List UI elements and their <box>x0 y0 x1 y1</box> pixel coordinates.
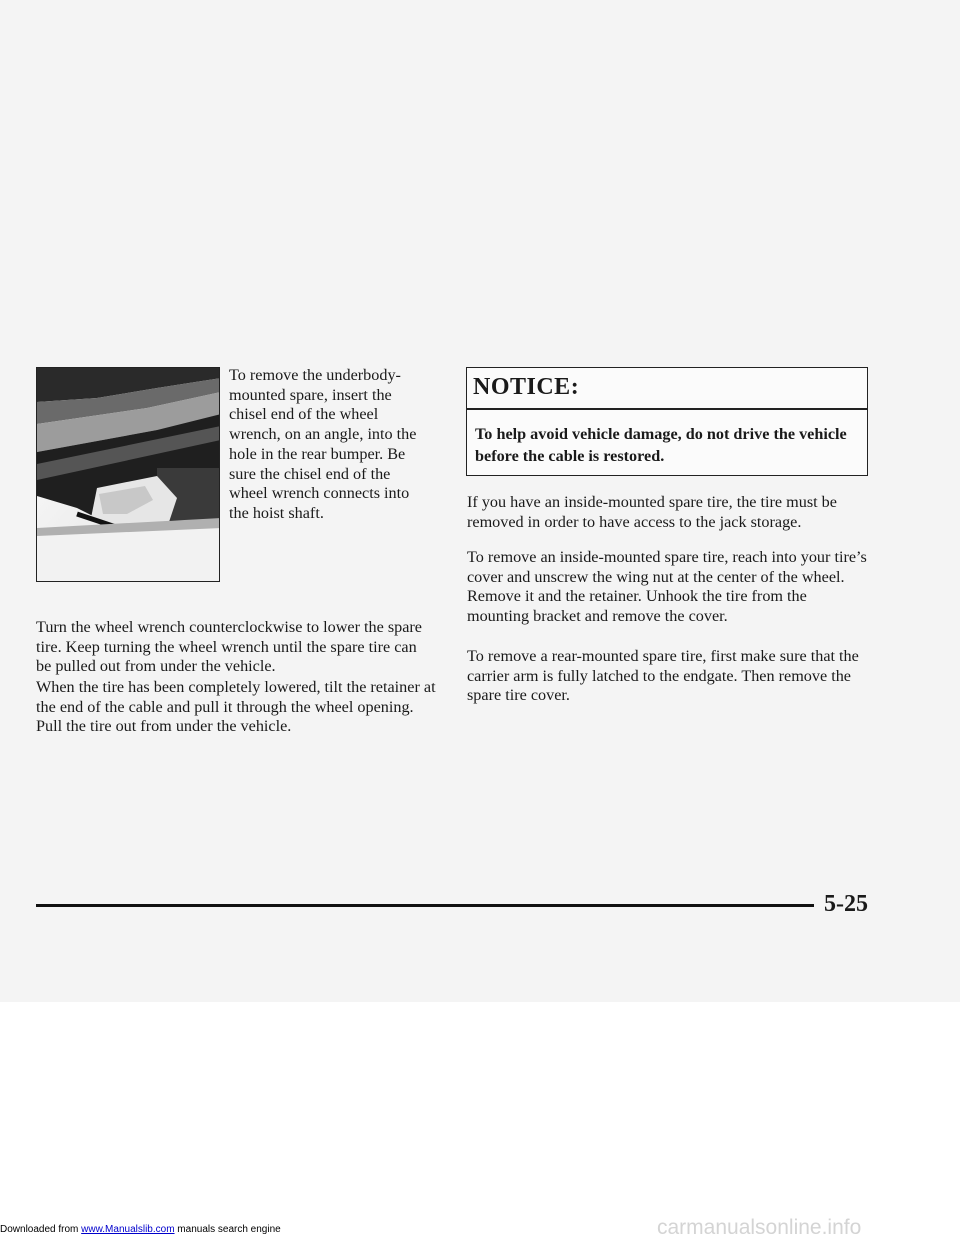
photo-illustration <box>37 368 220 582</box>
notice-title: NOTICE: <box>473 374 580 400</box>
notice-divider <box>467 408 867 410</box>
footer-prefix: Downloaded from <box>0 1224 82 1235</box>
manualslib-link[interactable]: www.Manualslib.com <box>81 1224 175 1235</box>
remove-inside-spare-paragraph: To remove an inside-mounted spare tire, reach into your tire’s cover and unscrew the wing nut at the center of the wheel. Remove it and the retainer. Unhook the tire from the mounting bracket and remove the cover. <box>467 548 867 626</box>
notice-box <box>466 367 868 476</box>
site-watermark: carmanualsonline.info <box>657 1216 862 1239</box>
pull-tire-paragraph: When the tire has been completely lowered, tilt the retainer at the end of the cable and pull it through the wheel opening. Pull the tire out from under the vehicle. <box>36 678 436 736</box>
download-footer <box>0 1224 281 1236</box>
rear-mounted-paragraph: To remove a rear-mounted spare tire, first make sure that the carrier arm is fully latched to the endgate. Then remove the spare tire cover. <box>467 647 859 705</box>
wheel-wrench-bumper-photo <box>36 367 220 582</box>
notice-text: To help avoid vehicle damage, do not drive the vehicle before the cable is restored. <box>475 425 847 465</box>
lower-spare-paragraph: Turn the wheel wrench counterclockwise to lower the spare tire. Keep turning the wheel wrench until the spare tire can be pulled out from under the vehicle. <box>36 618 422 676</box>
intro-paragraph: To remove the underbody-mounted spare, insert the chisel end of the wheel wrench, on an angle, into the hole in the rear bumper. Be sure the chisel end of the wheel wrench connects into the hoist shaft. <box>229 366 417 522</box>
page-number: 5-25 <box>824 891 868 917</box>
inside-mounted-paragraph: If you have an inside-mounted spare tire, the tire must be removed in order to have access to the jack storage. <box>467 493 837 531</box>
page-footer-rule <box>36 904 814 907</box>
footer-suffix: manuals search engine <box>174 1224 281 1235</box>
